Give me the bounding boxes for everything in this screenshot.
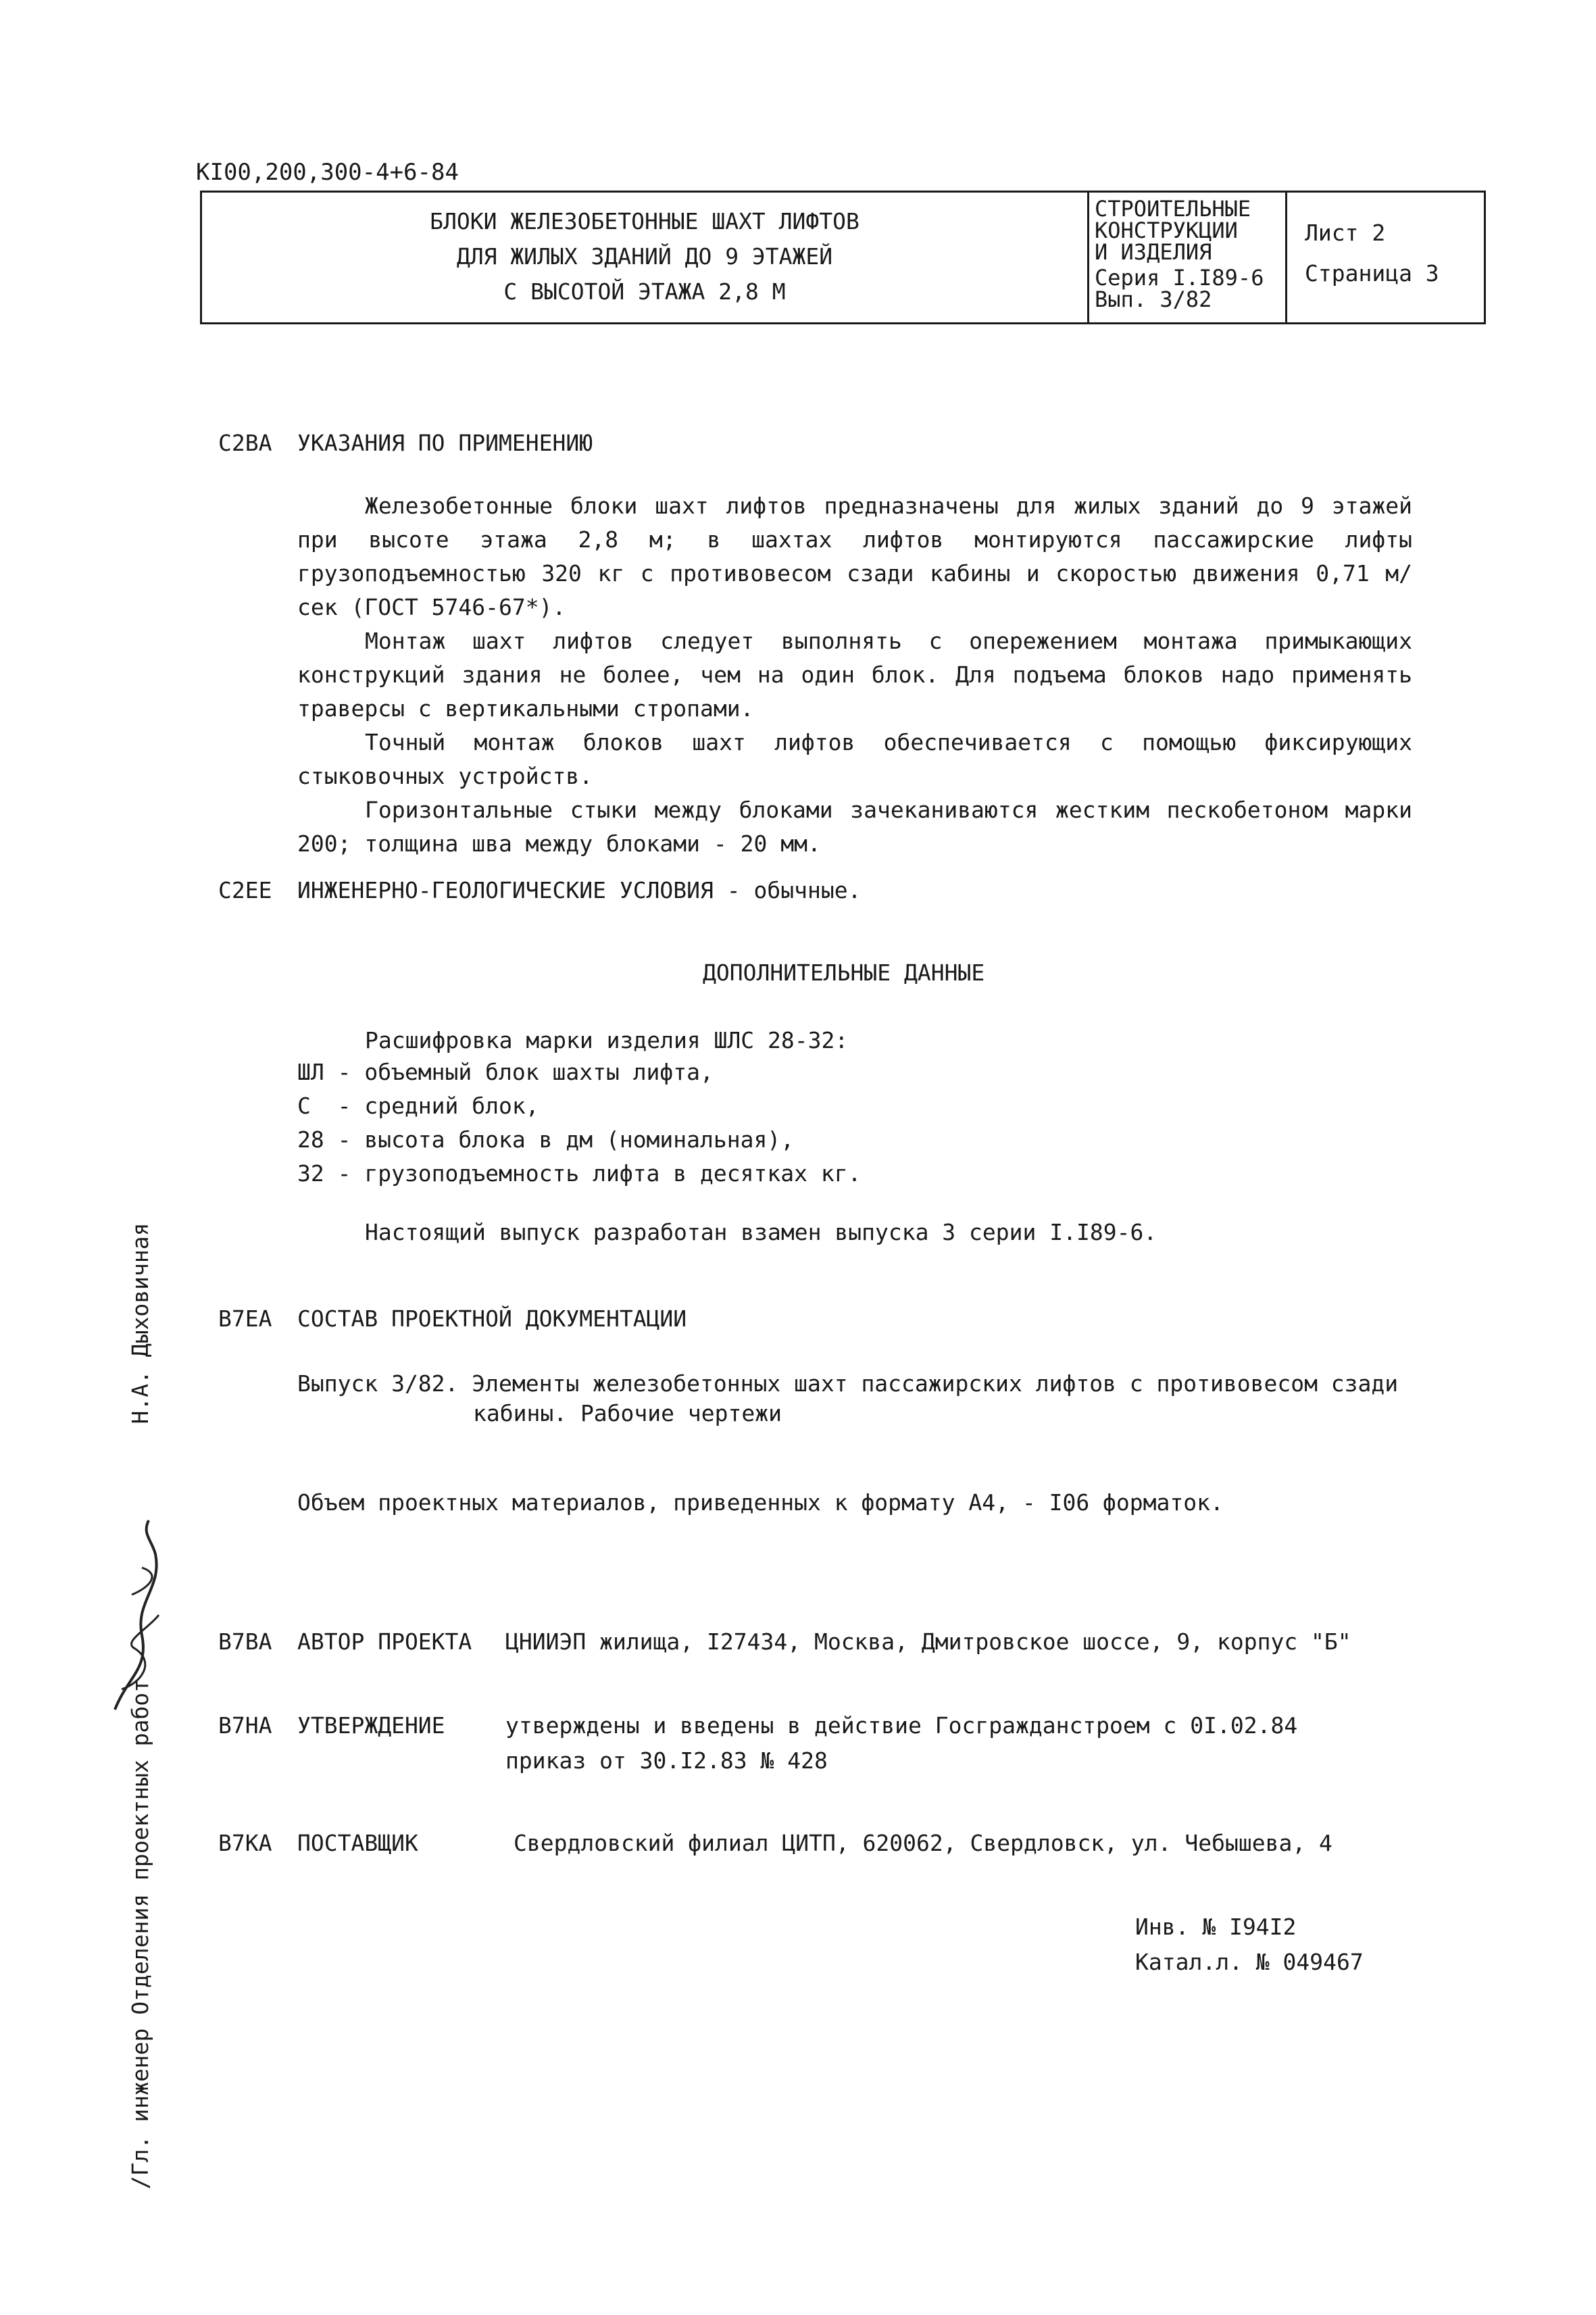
title-line: С ВЫСОТОЙ ЭТАЖА 2,8 М — [503, 278, 786, 305]
section-value: Свердловский филиал ЦИТП, 620062, Свердловск, ул. Чебышева, 4 — [514, 1830, 1332, 1856]
volume-line: Объем проектных материалов, приведенных к формату А4, - I06 форматок. — [297, 1489, 1224, 1516]
page-number: Страница 3 — [1305, 260, 1439, 287]
series-line: СТРОИТЕЛЬНЫЕ — [1095, 196, 1251, 222]
inventory-number: Инв. № I94I2 — [1135, 1914, 1297, 1940]
paragraph: Горизонтальные стыки между блоками зачеканиваются жестким пескобетоном марки 200; толщина шва между блоками - 20 мм. — [297, 797, 1412, 857]
geology-text: ИНЖЕНЕРНО-ГЕОЛОГИЧЕСКИЕ УСЛОВИЯ - обычные. — [297, 877, 862, 903]
additional-heading: ДОПОЛНИТЕЛЬНЫЕ ДАННЫЕ — [703, 960, 985, 986]
document-code: КI00,200,300-4+6-84 — [196, 159, 459, 186]
series-line: Серия I.I89-6 — [1095, 265, 1264, 291]
title-cell — [202, 193, 1089, 322]
decoding-intro: Расшифровка марки изделия ШЛС 28-32: — [365, 1027, 849, 1053]
section-value: ЦНИИЭП жилища, I27434, Москва, Дмитровское шоссе, 9, корпус "Б" — [505, 1628, 1351, 1655]
series-line: КОНСТРУКЦИИ — [1095, 218, 1238, 243]
catalog-number: Катал.л. № 049467 — [1135, 1949, 1364, 1975]
title-block — [200, 191, 1486, 324]
decoding-item: 28 - высота блока в дм (номинальная), — [297, 1126, 795, 1153]
section-code: В7ВА — [218, 1628, 272, 1655]
title-line: ДЛЯ ЖИЛЫХ ЗДАНИЙ ДО 9 ЭТАЖЕЙ — [456, 243, 833, 270]
paragraph: Железобетонные блоки шахт лифтов предназначены для жилых зданий до 9 этажей при высоте этажа 2,8 м; в шахтах лифтов монтируются пассажирские лифты грузоподъемностью 320 кг с противовесом сзади кабины и скоростью движения 0,71 м/сек (ГОСТ 5746-67*). — [297, 493, 1412, 620]
decoding-item: С - средний блок, — [297, 1093, 539, 1119]
section-code: В7ЕА — [218, 1305, 272, 1332]
section-label: УТВЕРЖДЕНИЕ — [297, 1712, 445, 1739]
section-code: С2ЕЕ — [218, 877, 272, 903]
sheet-cell — [1287, 193, 1486, 322]
application-text — [297, 489, 1412, 861]
section-heading: УКАЗАНИЯ ПО ПРИМЕНЕНИЮ — [297, 430, 593, 456]
issue-line: Выпуск 3/82. Элементы железобетонных шахт пассажирских лифтов с противовесом сзади — [297, 1370, 1399, 1397]
signature-line: /Гл. инженер Отделения проектных работ Н.А. Дыховичная — [127, 1222, 153, 2189]
section-code: С2ВА — [218, 430, 272, 456]
section-code: В7НА — [218, 1712, 272, 1739]
series-line: Вып. 3/82 — [1095, 287, 1212, 312]
section-value: утверждены и введены в действие Госгражданстроем с 0I.02.84 — [505, 1712, 1298, 1739]
series-cell — [1089, 193, 1287, 322]
section-code: В7КА — [218, 1830, 272, 1856]
paragraph: Точный монтаж блоков шахт лифтов обеспечивается с помощью фиксирующих стыковочных устройств. — [297, 729, 1412, 789]
handwritten-signature — [101, 1514, 176, 1716]
issue-line: кабины. Рабочие чертежи — [473, 1400, 782, 1426]
sheet-number: Лист 2 — [1305, 220, 1386, 246]
decoding-item: 32 - грузоподъемность лифта в десятках кг. — [297, 1160, 862, 1187]
paragraph: Монтаж шахт лифтов следует выполнять с опережением монтажа примыкающих конструкций здания не более, чем на один блок. Для подъема блоков надо применять траверсы с вертикальными стропами. — [297, 628, 1412, 722]
replacement-note: Настоящий выпуск разработан взамен выпуска 3 серии I.I89-6. — [365, 1219, 1157, 1245]
decoding-item: ШЛ - объемный блок шахты лифта, — [297, 1059, 714, 1085]
section-label: ПОСТАВЩИК — [297, 1830, 418, 1856]
series-line: И ИЗДЕЛИЯ — [1095, 239, 1212, 265]
section-label: АВТОР ПРОЕКТА — [297, 1628, 472, 1655]
title-line: БЛОКИ ЖЕЛЕЗОБЕТОННЫЕ ШАХТ ЛИФТОВ — [430, 208, 859, 234]
section-value: приказ от 30.I2.83 № 428 — [505, 1747, 828, 1774]
section-heading: СОСТАВ ПРОЕКТНОЙ ДОКУМЕНТАЦИИ — [297, 1305, 687, 1332]
